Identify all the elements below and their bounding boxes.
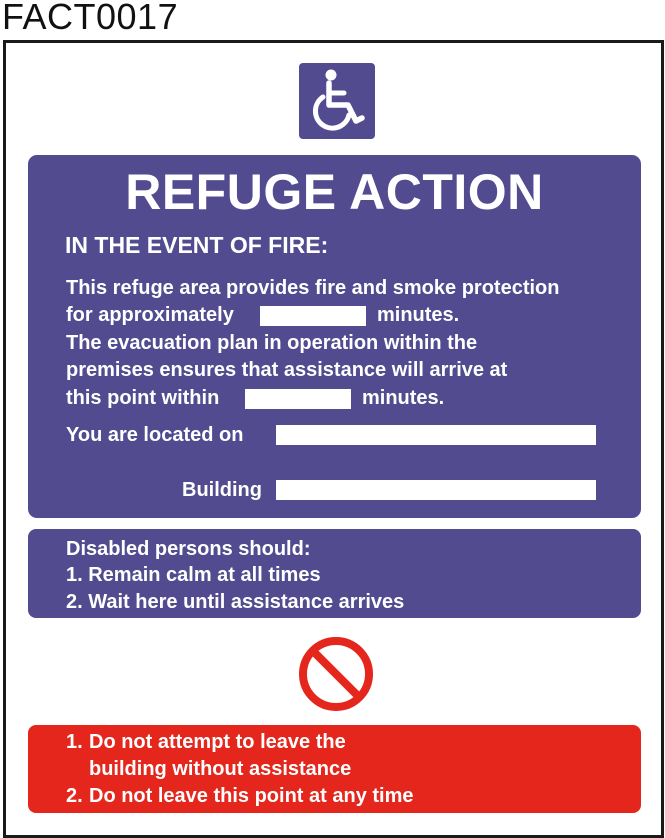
product-code: FACT0017 [2, 0, 179, 37]
prohibited-item-1-line-2: building without assistance [89, 758, 352, 780]
prohibited-item-1-number: 1. [66, 731, 83, 753]
refuge-sign [3, 40, 664, 838]
floor-blank[interactable] [276, 425, 596, 445]
sign-subtitle: IN THE EVENT OF FIRE: [65, 232, 329, 258]
refuge-action-panel [28, 155, 641, 518]
instruction-line-5-start: this point within [66, 387, 220, 409]
prohibition-icon [297, 635, 375, 713]
disabled-item-1: 1. Remain calm at all times [66, 564, 321, 586]
building-label: Building [182, 479, 262, 501]
sign-title: REFUGE ACTION [125, 164, 544, 220]
instruction-line-3: The evacuation plan in operation within the [66, 332, 478, 354]
prohibited-item-1-line-1: Do not attempt to leave the [89, 731, 346, 753]
protection-minutes-blank[interactable] [260, 306, 366, 326]
instruction-line-2-end: minutes. [377, 304, 460, 326]
disabled-item-2: 2. Wait here until assistance arrives [66, 591, 405, 613]
disabled-persons-panel [28, 529, 641, 618]
assistance-minutes-blank[interactable] [245, 389, 351, 409]
wheelchair-icon [299, 63, 375, 139]
prohibited-item-2: Do not leave this point at any time [89, 785, 414, 807]
instruction-line-2-start: for approximately [66, 304, 234, 326]
instruction-line-1: This refuge area provides fire and smoke protection [66, 277, 560, 299]
prohibited-item-2-number: 2. [66, 785, 83, 807]
prohibited-actions-panel [28, 725, 641, 813]
located-on-label: You are located on [66, 424, 244, 446]
instruction-line-5-end: minutes. [362, 387, 445, 409]
building-blank[interactable] [276, 480, 596, 500]
disabled-heading: Disabled persons should: [66, 538, 311, 560]
instruction-line-4: premises ensures that assistance will arrive at [66, 359, 508, 381]
